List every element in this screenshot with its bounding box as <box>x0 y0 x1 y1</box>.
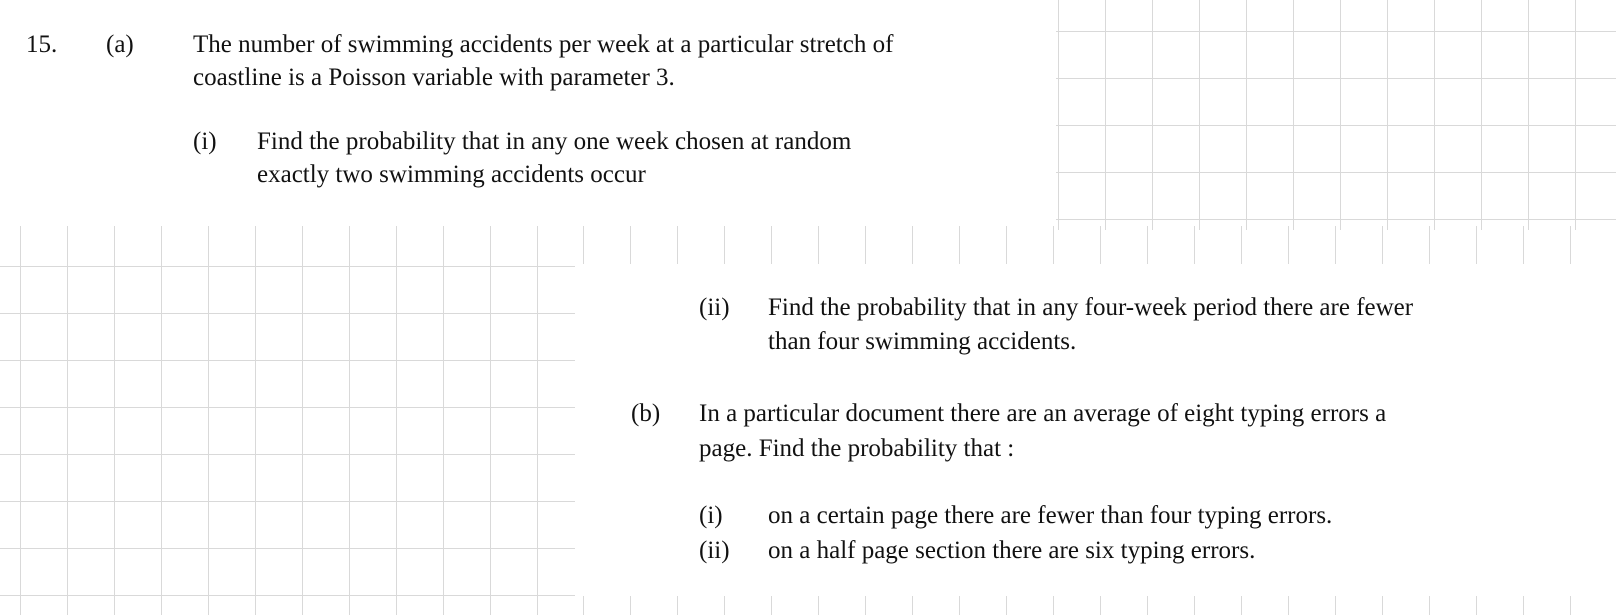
grid-ticks-middle <box>575 226 1616 264</box>
part-a-sub-i-label: (i) <box>193 128 217 155</box>
part-a-label: (a) <box>106 31 134 58</box>
part-a-sub-ii-label: (ii) <box>699 291 730 325</box>
part-b-label: (b) <box>631 397 660 431</box>
part-a-line-2: coastline is a Poisson variable with parameter 3. <box>193 64 675 91</box>
part-b-line-2: page. Find the probability that : <box>699 432 1014 466</box>
question-number: 15. <box>26 31 58 58</box>
part-a-sub-ii-line-2: than four swimming accidents. <box>768 325 1076 359</box>
part-b-sub-ii-text: on a half page section there are six typing errors. <box>768 534 1255 568</box>
part-a-line-1: The number of swimming accidents per week at a particular stretch of <box>193 31 894 58</box>
part-b-sub-ii-label: (ii) <box>699 534 730 568</box>
grid-background-left <box>0 226 575 615</box>
part-a-sub-ii-line-1: Find the probability that in any four-week period there are fewer <box>768 291 1413 325</box>
part-b-line-1: In a particular document there are an average of eight typing errors a <box>699 397 1386 431</box>
grid-ticks-bottom <box>575 596 1616 615</box>
grid-background-top-right <box>1056 0 1616 230</box>
part-a-sub-i-line-1: Find the probability that in any one week chosen at random <box>257 128 852 155</box>
part-a-sub-i-line-2: exactly two swimming accidents occur <box>257 161 646 188</box>
part-b-sub-i-label: (i) <box>699 499 723 533</box>
part-b-sub-i-text: on a certain page there are fewer than four typing errors. <box>768 499 1332 533</box>
